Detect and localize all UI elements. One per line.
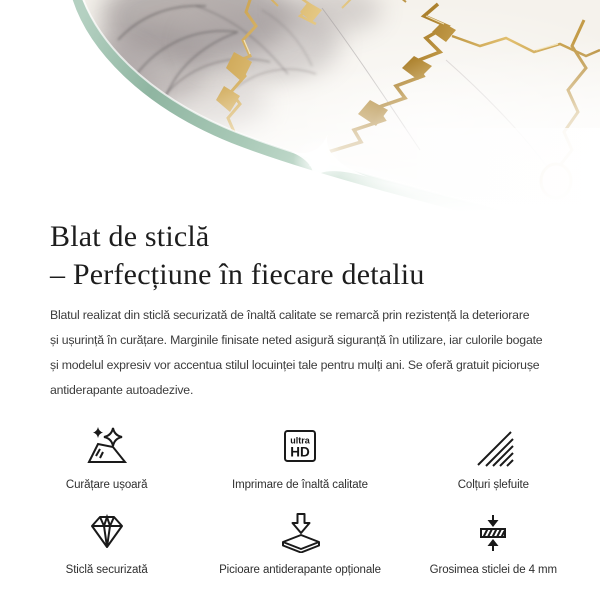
feature-tempered-glass bbox=[10, 508, 203, 577]
glass-tabletop-image bbox=[0, 0, 600, 212]
description-line: Blatul realizat din sticlă securizată de înaltă calitate se remarcă prin rezistență la deteriorare bbox=[50, 308, 530, 322]
tempered-glass-diamond-icon bbox=[84, 508, 130, 554]
feature-glass-thickness bbox=[397, 508, 590, 577]
ultra-hd-badge-bottom: HD bbox=[290, 444, 310, 460]
description-line: și modelul expresiv vor accentua stilul locuinței tale pentru mulți ani. Se oferă gratuit piciorușe bbox=[50, 358, 540, 372]
product-description bbox=[50, 303, 550, 403]
description-line: antiderapante autoadezive. bbox=[50, 383, 194, 397]
feature-label: Picioare antiderapante opționale bbox=[219, 564, 381, 576]
ultra-hd-icon bbox=[277, 423, 323, 469]
feature-label: Sticlă securizată bbox=[65, 564, 148, 576]
polished-corners-icon bbox=[470, 423, 516, 469]
glass-thickness-icon bbox=[470, 508, 516, 554]
ultra-hd-badge-top: ultra bbox=[290, 435, 310, 446]
feature-ultra-hd-print bbox=[203, 423, 396, 492]
feature-label: Grosimea sticlei de 4 mm bbox=[429, 564, 557, 576]
feature-polished-corners bbox=[397, 423, 590, 492]
anti-slip-feet-icon bbox=[277, 508, 323, 554]
feature-label: Imprimare de înaltă calitate bbox=[232, 479, 368, 491]
sparkle-clean-icon bbox=[84, 423, 130, 469]
feature-easy-cleaning bbox=[10, 423, 203, 492]
product-photo bbox=[0, 0, 600, 212]
feature-label: Curățare ușoară bbox=[65, 479, 148, 491]
page-title bbox=[50, 218, 550, 294]
title-line-1: Blat de sticlă bbox=[50, 220, 210, 253]
feature-grid bbox=[10, 423, 590, 577]
description-line: și ușurință în curățare. Marginile finisate neted asigură siguranță în utilizare, iar culorile bogate bbox=[50, 333, 543, 347]
feature-anti-slip-feet bbox=[203, 508, 396, 577]
title-line-2: – Perfecțiune în fiecare detaliu bbox=[50, 258, 425, 291]
bottom-fade bbox=[0, 180, 600, 212]
feature-label: Colțuri șlefuite bbox=[457, 479, 529, 491]
